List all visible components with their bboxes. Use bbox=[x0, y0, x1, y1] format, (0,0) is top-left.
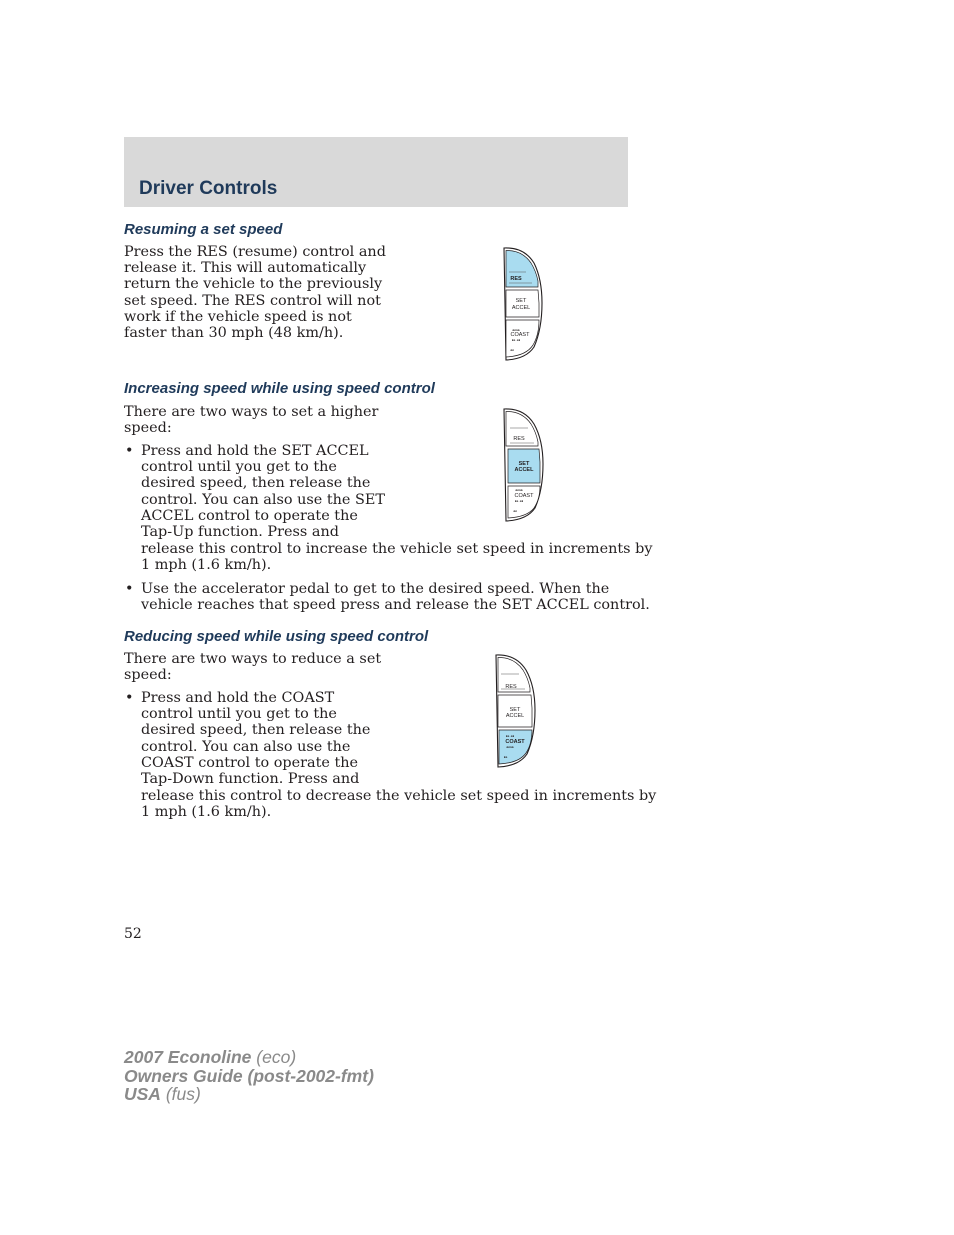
bullet-marker: • bbox=[125, 690, 134, 706]
set-label: SET bbox=[515, 298, 527, 304]
intro-line: There are two ways to set a higher bbox=[124, 404, 379, 420]
coast-label: COAST bbox=[510, 332, 530, 338]
coast-label: COAST bbox=[505, 739, 525, 745]
bullet-line: control. You can also use the bbox=[141, 739, 351, 755]
svg-text:◂◂ ▸▸: ◂◂ ▸▸ bbox=[515, 488, 523, 492]
bullet-line: desired speed, then release the bbox=[141, 722, 371, 738]
svg-text:◂◂: ◂◂ bbox=[513, 509, 517, 513]
svg-text:◂◂: ◂◂ bbox=[510, 348, 514, 352]
set-label: SET bbox=[509, 707, 521, 713]
svg-text:▸▸ ◂◂: ▸▸ ◂◂ bbox=[512, 338, 520, 342]
footer-line-1: 2007 Econoline (eco) bbox=[124, 1047, 297, 1067]
bullet-line: COAST control to operate the bbox=[141, 755, 359, 771]
bullet-line: release this control to decrease the vehicle set speed in increments by bbox=[141, 788, 657, 804]
body-line: release it. This will automatically bbox=[124, 260, 367, 276]
footer-line-3: USA (fus) bbox=[124, 1084, 201, 1105]
res-label: RES bbox=[513, 436, 525, 442]
section-heading-reducing: Reducing speed while using speed control bbox=[124, 628, 429, 645]
intro-line: There are two ways to reduce a set bbox=[124, 651, 382, 667]
footer bbox=[124, 1048, 374, 1104]
bullet-line: control. You can also use the SET bbox=[141, 492, 385, 508]
res-label: RES bbox=[505, 684, 517, 690]
section-heading-increasing: Increasing speed while using speed control bbox=[124, 380, 435, 397]
bullet-line: desired speed, then release the bbox=[141, 475, 371, 491]
speed-control-figure-coast bbox=[493, 652, 539, 770]
svg-text:▸▸ ◂◂: ▸▸ ◂◂ bbox=[506, 734, 514, 738]
section-heading-resuming: Resuming a set speed bbox=[124, 221, 283, 238]
body-line: Press the RES (resume) control and bbox=[124, 244, 386, 260]
bullet-line: Press and hold the COAST bbox=[141, 690, 335, 706]
bullet-line: ACCEL control to operate the bbox=[141, 508, 358, 524]
svg-text:◂◂ ▸▸: ◂◂ ▸▸ bbox=[512, 328, 520, 332]
bullet-line: control until you get to the bbox=[141, 459, 337, 475]
accel-label: ACCEL bbox=[505, 713, 525, 719]
coast-label: COAST bbox=[514, 493, 534, 499]
bullet-line: 1 mph (1.6 km/h). bbox=[141, 557, 272, 573]
footer-line-2: Owners Guide (post-2002-fmt) bbox=[124, 1065, 374, 1086]
bullet-line: Tap-Up function. Press and bbox=[141, 524, 339, 540]
svg-text:▸▸: ▸▸ bbox=[504, 755, 508, 759]
accel-label: ACCEL bbox=[514, 467, 534, 473]
set-label: SET bbox=[518, 461, 530, 467]
bullet-line: 1 mph (1.6 km/h). bbox=[141, 804, 272, 820]
accel-label: ACCEL bbox=[511, 305, 531, 311]
bullet-marker: • bbox=[125, 581, 134, 597]
bullet-line: Use the accelerator pedal to get to the desired speed. When the bbox=[141, 581, 610, 597]
body-line: return the vehicle to the previously bbox=[124, 276, 383, 292]
res-label: RES bbox=[510, 276, 522, 282]
svg-text:◂◂ ▸▸: ◂◂ ▸▸ bbox=[506, 745, 514, 749]
body-line: set speed. The RES control will not bbox=[124, 293, 381, 309]
bullet-line: Press and hold the SET ACCEL bbox=[141, 443, 369, 459]
svg-text:▸▸ ◂◂: ▸▸ ◂◂ bbox=[515, 499, 523, 503]
body-line: faster than 30 mph (48 km/h). bbox=[124, 325, 344, 341]
bullet-line: vehicle reaches that speed press and release the SET ACCEL control. bbox=[141, 597, 650, 613]
bullet-line: release this control to increase the vehicle set speed in increments by bbox=[141, 541, 653, 557]
bullet-line: Tap-Down function. Press and bbox=[141, 771, 360, 787]
intro-line: speed: bbox=[124, 420, 172, 436]
body-line: work if the vehicle speed is not bbox=[124, 309, 352, 325]
speed-control-figure-set-accel bbox=[500, 406, 548, 524]
coast-button bbox=[508, 486, 540, 518]
intro-line: speed: bbox=[124, 667, 172, 683]
page-title: Driver Controls bbox=[139, 178, 278, 199]
bullet-marker: • bbox=[125, 443, 134, 459]
page-number: 52 bbox=[124, 926, 142, 942]
speed-control-figure-res bbox=[500, 245, 546, 363]
bullet-line: control until you get to the bbox=[141, 706, 337, 722]
